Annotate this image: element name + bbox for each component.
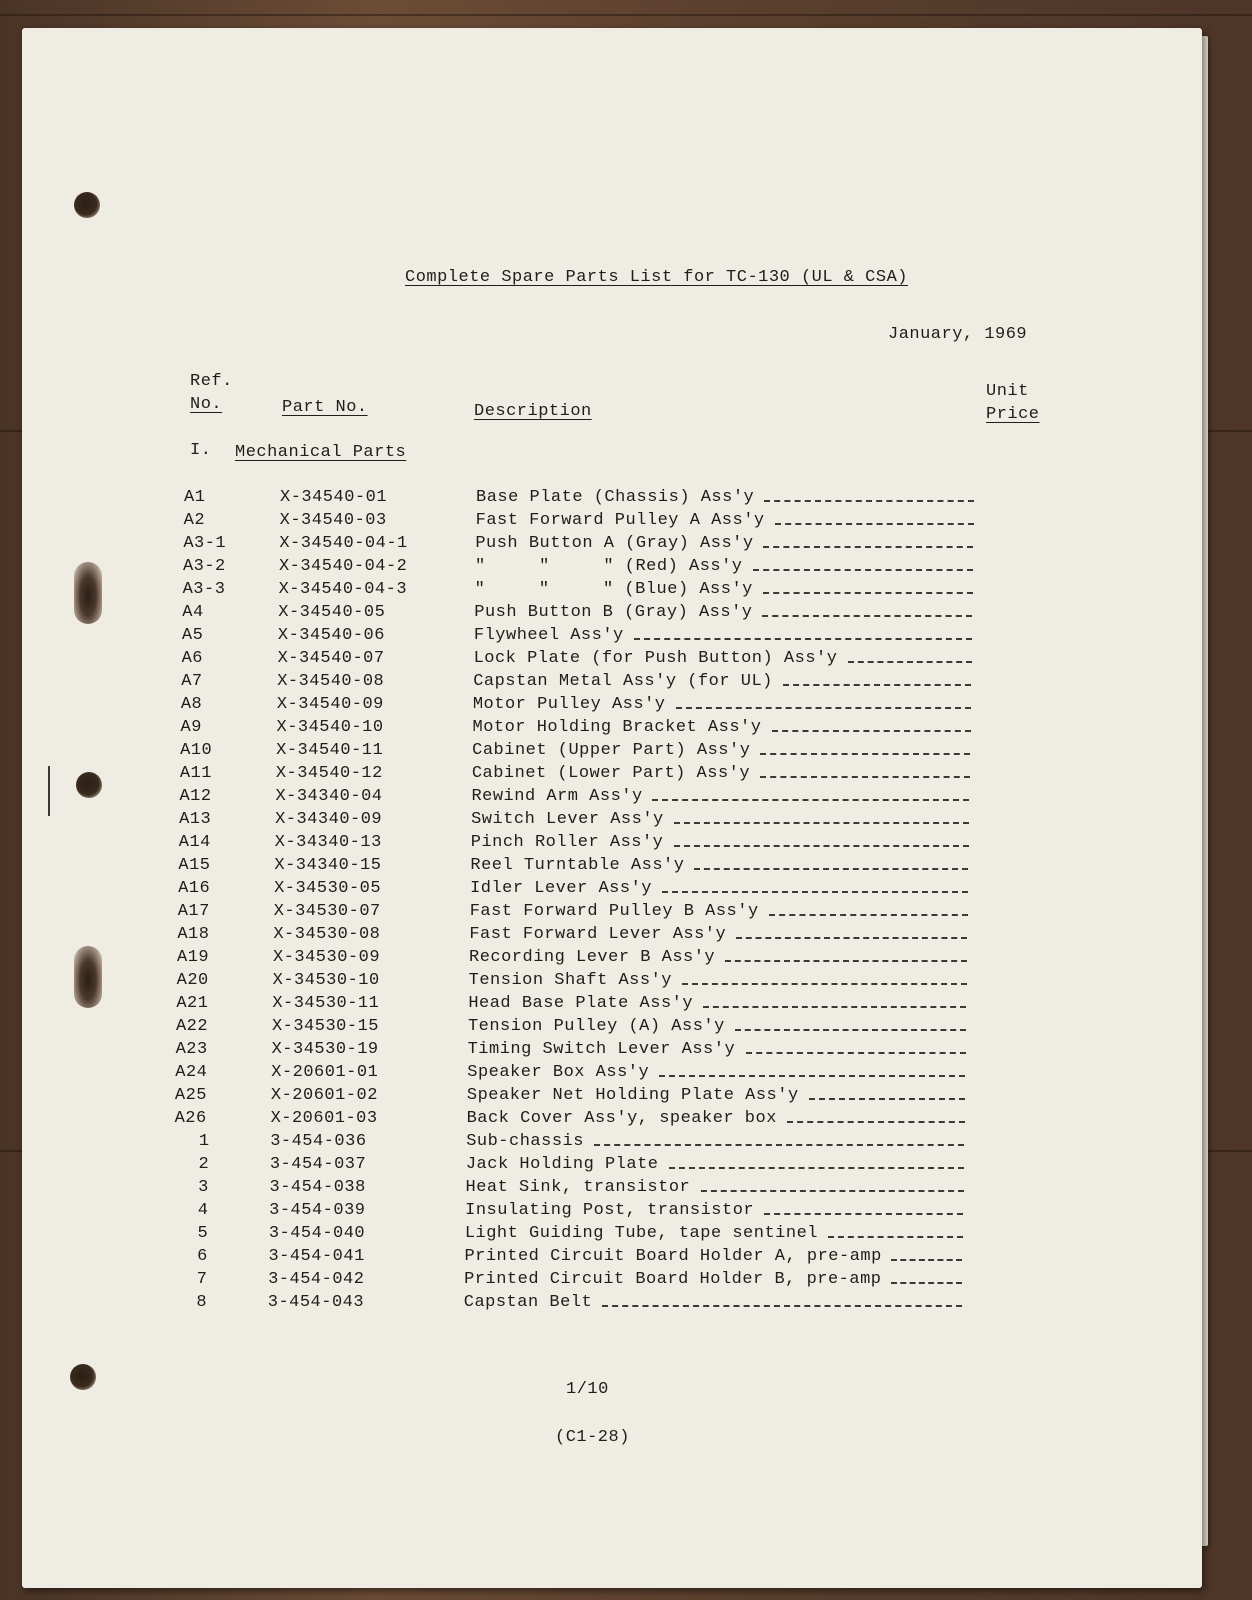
leader-dashes bbox=[602, 1305, 962, 1307]
table-row bbox=[184, 511, 1184, 533]
leader-dashes bbox=[703, 1006, 966, 1008]
ref-no: A4 bbox=[182, 603, 204, 622]
ref-no: A5 bbox=[181, 626, 204, 645]
table-row bbox=[181, 718, 1181, 740]
part-no: X-34530-09 bbox=[273, 948, 381, 967]
ref-no: A18 bbox=[177, 925, 210, 944]
table-row bbox=[177, 925, 1177, 947]
part-no: 3-454-036 bbox=[270, 1132, 367, 1151]
ref-no: 3 bbox=[198, 1178, 209, 1197]
ref-no: A14 bbox=[178, 833, 211, 852]
part-no: 3-454-040 bbox=[268, 1224, 366, 1243]
table-row bbox=[176, 994, 1176, 1016]
ref-no: A17 bbox=[177, 902, 210, 921]
leader-dashes bbox=[828, 1236, 963, 1238]
part-no: X-20601-01 bbox=[271, 1063, 379, 1082]
leader-dashes bbox=[891, 1259, 962, 1261]
part-description: Flywheel Ass'y bbox=[473, 626, 624, 645]
leader-dashes bbox=[787, 1121, 965, 1123]
leader-dashes bbox=[753, 569, 973, 571]
leader-dashes bbox=[772, 730, 971, 732]
leader-dashes bbox=[676, 707, 971, 709]
part-no: X-34540-08 bbox=[277, 672, 385, 691]
part-no: X-34530-15 bbox=[271, 1017, 379, 1036]
part-no: X-34540-05 bbox=[278, 603, 386, 622]
leader-dashes bbox=[763, 546, 973, 548]
table-row bbox=[177, 948, 1177, 970]
punch-hole bbox=[76, 772, 102, 798]
part-description: Reel Turntable Ass'y bbox=[470, 856, 685, 875]
table-row bbox=[174, 1132, 1174, 1154]
leader-dashes bbox=[659, 1075, 965, 1077]
ref-no: A10 bbox=[180, 741, 213, 760]
table-row bbox=[175, 1109, 1175, 1131]
ref-no: A23 bbox=[175, 1040, 208, 1059]
table-row bbox=[179, 833, 1179, 855]
part-no: 3-454-038 bbox=[269, 1178, 366, 1197]
part-description: " " " (Blue) Ass'y bbox=[474, 580, 753, 599]
leader-dashes bbox=[682, 983, 967, 985]
leader-dashes bbox=[760, 753, 970, 755]
part-description: Speaker Box Ass'y bbox=[467, 1063, 650, 1082]
leader-dashes bbox=[674, 822, 969, 824]
table-row bbox=[183, 557, 1183, 579]
leader-dashes bbox=[634, 638, 972, 640]
part-no: X-34530-08 bbox=[273, 925, 381, 944]
document-page bbox=[22, 28, 1202, 1588]
ref-no: A8 bbox=[180, 695, 203, 714]
margin-mark bbox=[48, 766, 50, 816]
table-row bbox=[178, 856, 1178, 878]
ref-no: 6 bbox=[197, 1247, 208, 1266]
leader-dashes bbox=[775, 523, 974, 525]
leader-dashes bbox=[763, 592, 973, 594]
table-row bbox=[181, 672, 1181, 694]
part-no: X-34530-07 bbox=[273, 902, 381, 921]
leader-dashes bbox=[694, 868, 968, 870]
part-no: 3-454-037 bbox=[269, 1155, 367, 1174]
table-row bbox=[184, 488, 1184, 510]
part-no: X-34340-09 bbox=[275, 810, 383, 829]
leader-dashes bbox=[760, 776, 970, 778]
table-row bbox=[172, 1270, 1172, 1292]
part-description: Tension Pulley (A) Ass'y bbox=[467, 1017, 725, 1036]
table-row bbox=[173, 1201, 1173, 1223]
leader-dashes bbox=[809, 1098, 965, 1100]
ref-no: A25 bbox=[174, 1086, 208, 1105]
table-row bbox=[176, 1017, 1176, 1039]
table-row bbox=[182, 603, 1182, 625]
part-description: Lock Plate (for Push Button) Ass'y bbox=[473, 649, 838, 668]
table-row bbox=[174, 1155, 1174, 1177]
part-description: Idler Lever Ass'y bbox=[470, 879, 652, 898]
leader-dashes bbox=[762, 615, 972, 617]
part-no: X-34540-12 bbox=[275, 764, 383, 783]
punch-hole bbox=[70, 1364, 96, 1390]
leader-dashes bbox=[746, 1052, 966, 1054]
leader-dashes bbox=[701, 1190, 964, 1192]
part-no: 3-454-042 bbox=[268, 1270, 365, 1289]
ref-no: 8 bbox=[196, 1293, 208, 1312]
part-no: X-34540-04-2 bbox=[278, 557, 408, 576]
part-description: Sub-chassis bbox=[466, 1132, 584, 1151]
table-row bbox=[172, 1293, 1172, 1315]
part-description: Fast Forward Lever Ass'y bbox=[469, 925, 727, 944]
punch-slot bbox=[74, 562, 102, 624]
document-date: January, 1969 bbox=[888, 325, 1028, 344]
table-row bbox=[179, 810, 1179, 832]
ref-no: A2 bbox=[183, 511, 206, 530]
ref-no: A24 bbox=[175, 1063, 208, 1082]
ref-no: A6 bbox=[181, 649, 203, 668]
part-no: X-34340-15 bbox=[274, 856, 382, 875]
wood-grain-line bbox=[0, 14, 1252, 16]
document-code: (C1-28) bbox=[555, 1428, 630, 1447]
table-row bbox=[175, 1063, 1175, 1085]
ref-no: A16 bbox=[178, 879, 211, 898]
punch-hole bbox=[74, 192, 100, 218]
part-description: Tension Shaft Ass'y bbox=[468, 971, 672, 990]
part-description: Rewind Arm Ass'y bbox=[471, 787, 643, 806]
part-no: X-34530-11 bbox=[272, 994, 380, 1013]
ref-no: 5 bbox=[197, 1224, 209, 1243]
leader-dashes bbox=[891, 1282, 962, 1284]
part-no: 3-454-041 bbox=[268, 1247, 365, 1266]
part-no: X-34540-01 bbox=[280, 488, 388, 507]
part-no: X-20601-03 bbox=[270, 1109, 378, 1128]
ref-no: A12 bbox=[179, 787, 212, 806]
leader-dashes bbox=[674, 845, 969, 847]
part-description: Head Base Plate Ass'y bbox=[468, 994, 694, 1013]
part-no: X-34530-19 bbox=[271, 1040, 379, 1059]
table-row bbox=[180, 741, 1180, 763]
part-description: Capstan Belt bbox=[463, 1293, 593, 1312]
document-title: Complete Spare Parts List for TC-130 (UL & CSA) bbox=[405, 268, 908, 287]
table-row bbox=[178, 879, 1178, 901]
part-no: X-34540-07 bbox=[277, 649, 385, 668]
ref-no: 7 bbox=[196, 1270, 208, 1289]
part-description: Push Button B (Gray) Ass'y bbox=[474, 603, 753, 622]
leader-dashes bbox=[764, 1213, 963, 1215]
table-row bbox=[179, 787, 1179, 809]
part-description: Light Guiding Tube, tape sentinel bbox=[464, 1224, 818, 1243]
page-number: 1/10 bbox=[566, 1380, 609, 1399]
table-row bbox=[182, 649, 1182, 671]
part-no: 3-454-043 bbox=[267, 1293, 365, 1312]
part-description: Motor Holding Bracket Ass'y bbox=[472, 718, 762, 737]
part-no: X-34540-04-3 bbox=[278, 580, 408, 599]
part-description: Fast Forward Pulley B Ass'y bbox=[469, 902, 759, 921]
part-no: X-34540-04-1 bbox=[279, 534, 408, 553]
ref-no: A21 bbox=[176, 994, 209, 1013]
header-unit: Unit bbox=[986, 382, 1029, 401]
leader-dashes bbox=[725, 960, 967, 962]
table-row bbox=[172, 1247, 1172, 1269]
part-no: X-34340-04 bbox=[275, 787, 383, 806]
part-description: Printed Circuit Board Holder A, pre-amp bbox=[464, 1247, 882, 1266]
leader-dashes bbox=[594, 1144, 964, 1146]
section-name: Mechanical Parts bbox=[235, 443, 407, 462]
table-row bbox=[182, 626, 1182, 648]
ref-no: A3-2 bbox=[182, 557, 226, 576]
leader-dashes bbox=[652, 799, 969, 801]
part-description: Timing Switch Lever Ass'y bbox=[467, 1040, 736, 1059]
ref-no: A15 bbox=[178, 856, 211, 875]
table-row bbox=[183, 580, 1183, 602]
part-description: Jack Holding Plate bbox=[465, 1155, 659, 1174]
section-number: I. bbox=[190, 441, 212, 460]
part-description: Cabinet (Upper Part) Ass'y bbox=[472, 741, 751, 760]
part-no: X-34340-13 bbox=[274, 833, 382, 852]
leader-dashes bbox=[735, 1029, 966, 1031]
ref-no: A3-1 bbox=[183, 534, 227, 553]
part-no: X-34540-11 bbox=[276, 741, 384, 760]
header-part-no: Part No. bbox=[282, 398, 368, 417]
leader-dashes bbox=[783, 684, 971, 686]
part-no: X-34530-05 bbox=[274, 879, 382, 898]
part-description: Recording Lever B Ass'y bbox=[469, 948, 716, 967]
part-description: Motor Pulley Ass'y bbox=[472, 695, 666, 714]
table-row bbox=[183, 534, 1183, 556]
part-description: Cabinet (Lower Part) Ass'y bbox=[471, 764, 751, 783]
part-description: Speaker Net Holding Plate Ass'y bbox=[466, 1086, 799, 1105]
ref-no: A19 bbox=[177, 948, 210, 967]
part-description: " " " (Red) Ass'y bbox=[474, 557, 743, 576]
table-row bbox=[176, 1040, 1176, 1062]
ref-no: A3-3 bbox=[182, 580, 226, 599]
part-description: Printed Circuit Board Holder B, pre-amp bbox=[464, 1270, 882, 1289]
header-no: No. bbox=[190, 395, 223, 414]
leader-dashes bbox=[764, 500, 974, 502]
table-row bbox=[175, 1086, 1175, 1108]
table-row bbox=[173, 1224, 1173, 1246]
ref-no: A9 bbox=[180, 718, 202, 737]
part-no: X-34540-09 bbox=[276, 695, 384, 714]
part-no: X-20601-02 bbox=[270, 1086, 378, 1105]
table-row bbox=[180, 764, 1180, 786]
header-ref: Ref. bbox=[190, 372, 233, 391]
ref-no: A11 bbox=[179, 764, 212, 783]
part-description: Fast Forward Pulley A Ass'y bbox=[475, 511, 765, 530]
header-description: Description bbox=[474, 402, 592, 421]
table-row bbox=[177, 971, 1177, 993]
table-row bbox=[174, 1178, 1174, 1200]
part-description: Heat Sink, transistor bbox=[465, 1178, 691, 1197]
ref-no: 4 bbox=[197, 1201, 209, 1220]
part-no: X-34540-03 bbox=[279, 511, 387, 530]
part-description: Back Cover Ass'y, speaker box bbox=[466, 1109, 777, 1128]
ref-no: A1 bbox=[184, 488, 206, 507]
part-no: X-34530-10 bbox=[272, 971, 380, 990]
part-description: Push Button A (Gray) Ass'y bbox=[475, 534, 754, 553]
part-description: Base Plate (Chassis) Ass'y bbox=[476, 488, 755, 507]
leader-dashes bbox=[669, 1167, 964, 1169]
leader-dashes bbox=[769, 914, 968, 916]
leader-dashes bbox=[662, 891, 968, 893]
part-no: X-34540-10 bbox=[276, 718, 384, 737]
parts-list bbox=[174, 488, 1184, 1338]
table-row bbox=[178, 902, 1178, 924]
part-description: Insulating Post, transistor bbox=[465, 1201, 755, 1220]
ref-no: A26 bbox=[174, 1109, 207, 1128]
table-row bbox=[181, 695, 1181, 717]
part-description: Pinch Roller Ass'y bbox=[470, 833, 664, 852]
ref-no: 2 bbox=[198, 1155, 210, 1174]
part-no: 3-454-039 bbox=[269, 1201, 366, 1220]
ref-no: A22 bbox=[175, 1017, 209, 1036]
punch-slot bbox=[74, 946, 102, 1008]
ref-no: 1 bbox=[198, 1132, 210, 1151]
ref-no: A7 bbox=[181, 672, 203, 691]
ref-no: A13 bbox=[179, 810, 212, 829]
part-no: X-34540-06 bbox=[277, 626, 385, 645]
part-description: Capstan Metal Ass'y (for UL) bbox=[473, 672, 773, 691]
ref-no: A20 bbox=[176, 971, 209, 990]
leader-dashes bbox=[848, 661, 972, 663]
leader-dashes bbox=[736, 937, 967, 939]
part-description: Switch Lever Ass'y bbox=[471, 810, 664, 829]
header-price: Price bbox=[986, 405, 1040, 424]
